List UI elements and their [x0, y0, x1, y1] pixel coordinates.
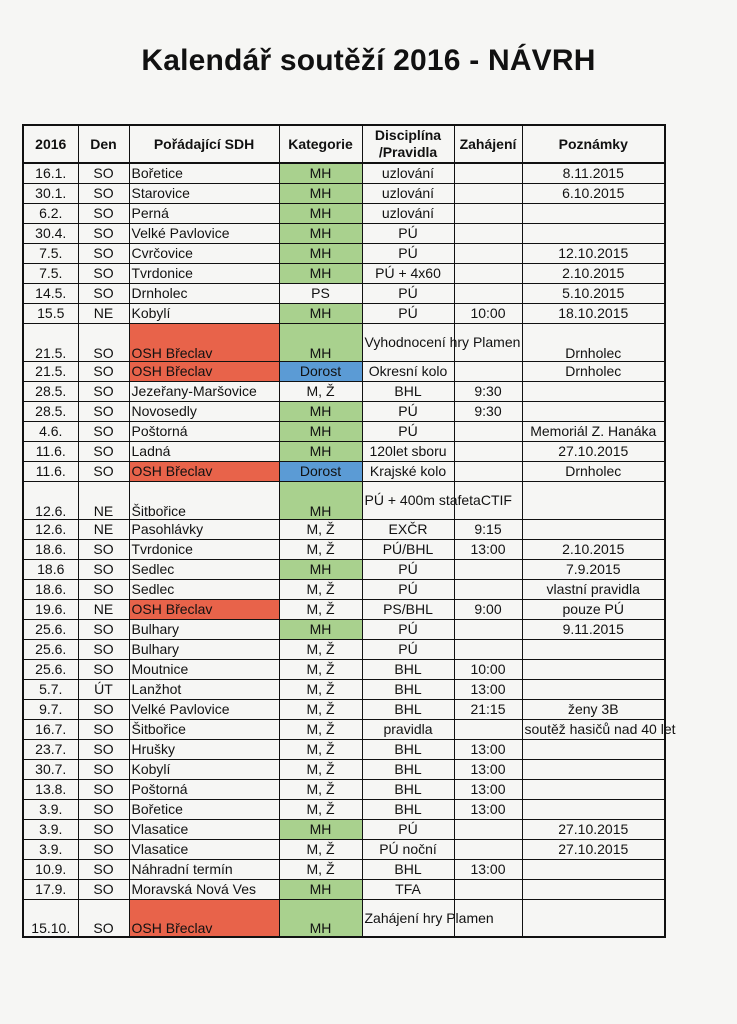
- header-organizer: Pořádající SDH: [129, 125, 279, 163]
- cell-discipline: uzlování: [362, 203, 454, 223]
- page-title: Kalendář soutěží 2016 - NÁVRH: [141, 44, 596, 77]
- cell-organizer: Moutnice: [129, 659, 279, 679]
- cell-notes: 7.9.2015: [522, 559, 665, 579]
- cell-organizer: Pasohlávky: [129, 519, 279, 539]
- cell-discipline: BHL: [362, 759, 454, 779]
- cell-category: MH: [279, 421, 362, 441]
- cell-organizer: Bořetice: [129, 799, 279, 819]
- cell-notes: 18.10.2015: [522, 303, 665, 323]
- cell-discipline: BHL: [362, 699, 454, 719]
- cell-discipline: uzlování: [362, 163, 454, 183]
- cell-category: M, Ž: [279, 759, 362, 779]
- cell-day: SO: [78, 799, 129, 819]
- header-year: 2016: [23, 125, 78, 163]
- cell-day: SO: [78, 381, 129, 401]
- cell-start: [454, 579, 522, 599]
- cell-day: SO: [78, 579, 129, 599]
- cell-discipline: Vyhodnocení hry Plamen: [362, 323, 454, 361]
- cell-day: NE: [78, 481, 129, 519]
- cell-date: 4.6.: [23, 421, 78, 441]
- cell-start: 13:00: [454, 679, 522, 699]
- cell-notes: [522, 519, 665, 539]
- cell-organizer: Jezeřany-Maršovice: [129, 381, 279, 401]
- cell-notes: 6.10.2015: [522, 183, 665, 203]
- cell-category: MH: [279, 481, 362, 519]
- cell-start: [454, 619, 522, 639]
- cell-date: 21.5.: [23, 323, 78, 361]
- table-row: [23, 441, 665, 461]
- cell-category: MH: [279, 819, 362, 839]
- cell-category: Dorost: [279, 461, 362, 481]
- cell-discipline: PÚ: [362, 559, 454, 579]
- cell-date: 13.8.: [23, 779, 78, 799]
- cell-discipline: PÚ: [362, 421, 454, 441]
- cell-date: 21.5.: [23, 361, 78, 381]
- cell-discipline: PÚ + 400m stafetaCTIF: [362, 481, 454, 519]
- cell-category: M, Ž: [279, 699, 362, 719]
- cell-date: 16.7.: [23, 719, 78, 739]
- cell-category: MH: [279, 163, 362, 183]
- cell-organizer: Sedlec: [129, 579, 279, 599]
- cell-notes: [522, 401, 665, 421]
- cell-organizer: Cvrčovice: [129, 243, 279, 263]
- cell-discipline: BHL: [362, 659, 454, 679]
- cell-organizer: OSH Břeclav: [129, 361, 279, 381]
- table-row: [23, 759, 665, 779]
- cell-date: 3.9.: [23, 839, 78, 859]
- header-category: Kategorie: [279, 125, 362, 163]
- cell-organizer: Drnholec: [129, 283, 279, 303]
- cell-organizer: Hrušky: [129, 739, 279, 759]
- cell-day: NE: [78, 599, 129, 619]
- cell-start: 13:00: [454, 799, 522, 819]
- cell-start: [454, 163, 522, 183]
- table-row: [23, 519, 665, 539]
- cell-discipline: BHL: [362, 739, 454, 759]
- cell-notes: [522, 223, 665, 243]
- cell-organizer: Kobylí: [129, 303, 279, 323]
- cell-day: SO: [78, 879, 129, 899]
- cell-discipline: 120let sboru: [362, 441, 454, 461]
- cell-date: 18.6: [23, 559, 78, 579]
- cell-organizer: Perná: [129, 203, 279, 223]
- cell-start: 9:00: [454, 599, 522, 619]
- cell-category: M, Ž: [279, 799, 362, 819]
- cell-date: 28.5.: [23, 381, 78, 401]
- cell-category: PS: [279, 283, 362, 303]
- cell-day: SO: [78, 699, 129, 719]
- table-row: [23, 203, 665, 223]
- cell-notes: [522, 381, 665, 401]
- cell-date: 14.5.: [23, 283, 78, 303]
- cell-notes: 2.10.2015: [522, 539, 665, 559]
- cell-discipline: TFA: [362, 879, 454, 899]
- cell-date: 12.6.: [23, 481, 78, 519]
- cell-category: M, Ž: [279, 779, 362, 799]
- cell-start: [454, 361, 522, 381]
- cell-category: M, Ž: [279, 739, 362, 759]
- cell-organizer: Vlasatice: [129, 839, 279, 859]
- cell-organizer: Kobylí: [129, 759, 279, 779]
- cell-organizer: Bulhary: [129, 619, 279, 639]
- cell-discipline: PÚ: [362, 619, 454, 639]
- cell-discipline: BHL: [362, 381, 454, 401]
- cell-date: 11.6.: [23, 441, 78, 461]
- cell-day: SO: [78, 263, 129, 283]
- cell-category: M, Ž: [279, 639, 362, 659]
- table-row: [23, 739, 665, 759]
- cell-start: [454, 441, 522, 461]
- cell-discipline: PÚ: [362, 303, 454, 323]
- cell-notes: [522, 899, 665, 937]
- cell-organizer: Moravská Nová Ves: [129, 879, 279, 899]
- cell-day: SO: [78, 659, 129, 679]
- cell-start: 10:00: [454, 659, 522, 679]
- cell-day: SO: [78, 859, 129, 879]
- cell-start: [454, 283, 522, 303]
- table-row: [23, 323, 665, 361]
- cell-category: M, Ž: [279, 859, 362, 879]
- cell-notes: [522, 639, 665, 659]
- cell-date: 6.2.: [23, 203, 78, 223]
- cell-organizer: Velké Pavlovice: [129, 223, 279, 243]
- cell-discipline: PÚ: [362, 639, 454, 659]
- cell-day: SO: [78, 819, 129, 839]
- cell-date: 25.6.: [23, 659, 78, 679]
- cell-notes: 8.11.2015: [522, 163, 665, 183]
- cell-organizer: Tvrdonice: [129, 539, 279, 559]
- cell-day: SO: [78, 203, 129, 223]
- cell-discipline: Zahájení hry Plamen: [362, 899, 454, 937]
- cell-date: 7.5.: [23, 263, 78, 283]
- table-row: [23, 559, 665, 579]
- cell-category: MH: [279, 559, 362, 579]
- cell-day: NE: [78, 303, 129, 323]
- table-row: [23, 879, 665, 899]
- cell-notes: [522, 659, 665, 679]
- table-row: [23, 859, 665, 879]
- cell-notes: [522, 779, 665, 799]
- cell-notes: 9.11.2015: [522, 619, 665, 639]
- table-row: [23, 263, 665, 283]
- cell-day: SO: [78, 739, 129, 759]
- cell-notes: [522, 203, 665, 223]
- cell-category: MH: [279, 303, 362, 323]
- cell-category: M, Ž: [279, 659, 362, 679]
- table-row: [23, 579, 665, 599]
- cell-notes: soutěž hasičů nad 40 let: [522, 719, 665, 739]
- table-row: [23, 481, 665, 519]
- cell-category: M, Ž: [279, 839, 362, 859]
- table-row: [23, 839, 665, 859]
- cell-discipline: PS/BHL: [362, 599, 454, 619]
- cell-date: 9.7.: [23, 699, 78, 719]
- cell-notes: [522, 859, 665, 879]
- cell-discipline: pravidla: [362, 719, 454, 739]
- cell-start: 9:30: [454, 401, 522, 421]
- table-row: [23, 639, 665, 659]
- cell-date: 15.10.: [23, 899, 78, 937]
- cell-organizer: Bulhary: [129, 639, 279, 659]
- table-row: [23, 599, 665, 619]
- cell-discipline: PÚ: [362, 223, 454, 243]
- cell-notes: 12.10.2015: [522, 243, 665, 263]
- cell-date: 3.9.: [23, 819, 78, 839]
- table-row: [23, 619, 665, 639]
- cell-day: SO: [78, 899, 129, 937]
- cell-start: [454, 203, 522, 223]
- cell-category: MH: [279, 441, 362, 461]
- cell-category: MH: [279, 263, 362, 283]
- cell-organizer: Bořetice: [129, 163, 279, 183]
- cell-category: M, Ž: [279, 679, 362, 699]
- table-row: [23, 223, 665, 243]
- competition-calendar-table: [22, 124, 676, 938]
- cell-date: 10.9.: [23, 859, 78, 879]
- cell-category: M, Ž: [279, 381, 362, 401]
- cell-category: MH: [279, 323, 362, 361]
- table-row: [23, 401, 665, 421]
- cell-discipline: BHL: [362, 799, 454, 819]
- cell-day: SO: [78, 401, 129, 421]
- cell-organizer: Vlasatice: [129, 819, 279, 839]
- cell-start: [454, 839, 522, 859]
- table-row: [23, 303, 665, 323]
- cell-date: 5.7.: [23, 679, 78, 699]
- cell-day: SO: [78, 719, 129, 739]
- cell-notes: [522, 679, 665, 699]
- cell-start: [454, 421, 522, 441]
- cell-start: [454, 819, 522, 839]
- cell-organizer: Šitbořice: [129, 481, 279, 519]
- cell-day: SO: [78, 361, 129, 381]
- cell-start: [454, 559, 522, 579]
- cell-start: [454, 879, 522, 899]
- cell-date: 28.5.: [23, 401, 78, 421]
- table-row: [23, 699, 665, 719]
- cell-category: MH: [279, 401, 362, 421]
- cell-organizer: Šitbořice: [129, 719, 279, 739]
- header-start: Zahájení: [454, 125, 522, 163]
- cell-date: 25.6.: [23, 619, 78, 639]
- table-row: [23, 779, 665, 799]
- cell-discipline: Krajské kolo: [362, 461, 454, 481]
- cell-day: SO: [78, 539, 129, 559]
- cell-discipline: PÚ: [362, 243, 454, 263]
- cell-discipline: BHL: [362, 859, 454, 879]
- cell-discipline: PÚ: [362, 283, 454, 303]
- cell-notes: 27.10.2015: [522, 441, 665, 461]
- cell-discipline: PÚ: [362, 579, 454, 599]
- cell-organizer: Poštorná: [129, 421, 279, 441]
- cell-day: SO: [78, 421, 129, 441]
- cell-discipline: PÚ: [362, 401, 454, 421]
- cell-discipline: PÚ/BHL: [362, 539, 454, 559]
- cell-day: SO: [78, 639, 129, 659]
- cell-start: [454, 223, 522, 243]
- cell-date: 18.6.: [23, 579, 78, 599]
- cell-notes: 27.10.2015: [522, 819, 665, 839]
- cell-day: SO: [78, 839, 129, 859]
- table-row: [23, 719, 665, 739]
- cell-organizer: OSH Břeclav: [129, 461, 279, 481]
- cell-notes: 2.10.2015: [522, 263, 665, 283]
- table-row: [23, 361, 665, 381]
- cell-date: 30.7.: [23, 759, 78, 779]
- cell-start: [454, 719, 522, 739]
- cell-day: ÚT: [78, 679, 129, 699]
- table-row: [23, 183, 665, 203]
- cell-notes: Memoriál Z. Hanáka: [522, 421, 665, 441]
- cell-organizer: Starovice: [129, 183, 279, 203]
- cell-start: [454, 461, 522, 481]
- cell-category: Dorost: [279, 361, 362, 381]
- cell-notes: [522, 759, 665, 779]
- table-row: [23, 659, 665, 679]
- cell-notes: [522, 799, 665, 819]
- cell-notes: Drnholec: [522, 361, 665, 381]
- cell-date: 30.4.: [23, 223, 78, 243]
- cell-discipline: EXČR: [362, 519, 454, 539]
- cell-date: 12.6.: [23, 519, 78, 539]
- cell-organizer: OSH Břeclav: [129, 899, 279, 937]
- cell-start: 21:15: [454, 699, 522, 719]
- cell-category: MH: [279, 223, 362, 243]
- cell-date: 16.1.: [23, 163, 78, 183]
- cell-category: MH: [279, 879, 362, 899]
- cell-notes: 27.10.2015: [522, 839, 665, 859]
- table-row: [23, 243, 665, 263]
- cell-notes: Drnholec: [522, 461, 665, 481]
- cell-discipline: PÚ noční: [362, 839, 454, 859]
- table-row: [23, 461, 665, 481]
- table-row: [23, 799, 665, 819]
- cell-discipline: uzlování: [362, 183, 454, 203]
- cell-organizer: Ladná: [129, 441, 279, 461]
- header-notes: Poznámky: [522, 125, 665, 163]
- cell-discipline: BHL: [362, 779, 454, 799]
- cell-category: MH: [279, 183, 362, 203]
- cell-organizer: Náhradní termín: [129, 859, 279, 879]
- cell-day: SO: [78, 559, 129, 579]
- cell-notes: [522, 879, 665, 899]
- cell-organizer: Sedlec: [129, 559, 279, 579]
- cell-organizer: OSH Břeclav: [129, 599, 279, 619]
- cell-start: 13:00: [454, 859, 522, 879]
- cell-notes: vlastní pravidla: [522, 579, 665, 599]
- cell-category: M, Ž: [279, 599, 362, 619]
- cell-notes: Drnholec: [522, 323, 665, 361]
- table-row: [23, 421, 665, 441]
- cell-day: SO: [78, 461, 129, 481]
- cell-start: [454, 263, 522, 283]
- table-body: [23, 163, 676, 937]
- cell-start: 13:00: [454, 739, 522, 759]
- cell-discipline: PÚ: [362, 819, 454, 839]
- cell-start: 9:15: [454, 519, 522, 539]
- cell-date: 15.5: [23, 303, 78, 323]
- cell-date: 3.9.: [23, 799, 78, 819]
- cell-notes: [522, 739, 665, 759]
- cell-date: 19.6.: [23, 599, 78, 619]
- cell-notes: ženy 3B: [522, 699, 665, 719]
- cell-date: 30.1.: [23, 183, 78, 203]
- cell-day: SO: [78, 619, 129, 639]
- table-row: [23, 163, 665, 183]
- cell-start: 9:30: [454, 381, 522, 401]
- cell-organizer: Velké Pavlovice: [129, 699, 279, 719]
- cell-category: MH: [279, 619, 362, 639]
- cell-organizer: Tvrdonice: [129, 263, 279, 283]
- cell-day: SO: [78, 283, 129, 303]
- cell-category: M, Ž: [279, 579, 362, 599]
- cell-start: [454, 243, 522, 263]
- cell-day: SO: [78, 779, 129, 799]
- cell-date: 17.9.: [23, 879, 78, 899]
- cell-date: 18.6.: [23, 539, 78, 559]
- cell-start: 13:00: [454, 539, 522, 559]
- table-row: [23, 539, 665, 559]
- table-row: [23, 381, 665, 401]
- table-row: [23, 679, 665, 699]
- cell-category: M, Ž: [279, 719, 362, 739]
- cell-date: 11.6.: [23, 461, 78, 481]
- cell-category: MH: [279, 243, 362, 263]
- cell-day: SO: [78, 243, 129, 263]
- cell-day: SO: [78, 163, 129, 183]
- cell-day: SO: [78, 183, 129, 203]
- cell-notes: pouze PÚ: [522, 599, 665, 619]
- cell-notes: [522, 481, 665, 519]
- cell-start: 13:00: [454, 759, 522, 779]
- cell-day: NE: [78, 519, 129, 539]
- cell-date: 23.7.: [23, 739, 78, 759]
- cell-start: [454, 183, 522, 203]
- cell-notes: 5.10.2015: [522, 283, 665, 303]
- cell-day: SO: [78, 223, 129, 243]
- table-row: [23, 283, 665, 303]
- cell-date: 25.6.: [23, 639, 78, 659]
- cell-category: MH: [279, 899, 362, 937]
- cell-category: M, Ž: [279, 539, 362, 559]
- cell-day: SO: [78, 759, 129, 779]
- header-day: Den: [78, 125, 129, 163]
- cell-organizer: Novosedly: [129, 401, 279, 421]
- table-header-row: [23, 125, 665, 163]
- cell-discipline: BHL: [362, 679, 454, 699]
- cell-discipline: Okresní kolo: [362, 361, 454, 381]
- cell-start: [454, 639, 522, 659]
- cell-category: M, Ž: [279, 519, 362, 539]
- cell-start: 13:00: [454, 779, 522, 799]
- cell-organizer: Lanžhot: [129, 679, 279, 699]
- cell-day: SO: [78, 323, 129, 361]
- cell-date: 7.5.: [23, 243, 78, 263]
- cell-organizer: Poštorná: [129, 779, 279, 799]
- cell-start: 10:00: [454, 303, 522, 323]
- cell-organizer: OSH Břeclav: [129, 323, 279, 361]
- cell-day: SO: [78, 441, 129, 461]
- table-row: [23, 819, 665, 839]
- cell-category: MH: [279, 203, 362, 223]
- table-row: [23, 899, 665, 937]
- header-discipline: Disciplína /Pravidla: [362, 125, 454, 163]
- cell-discipline: PÚ + 4x60: [362, 263, 454, 283]
